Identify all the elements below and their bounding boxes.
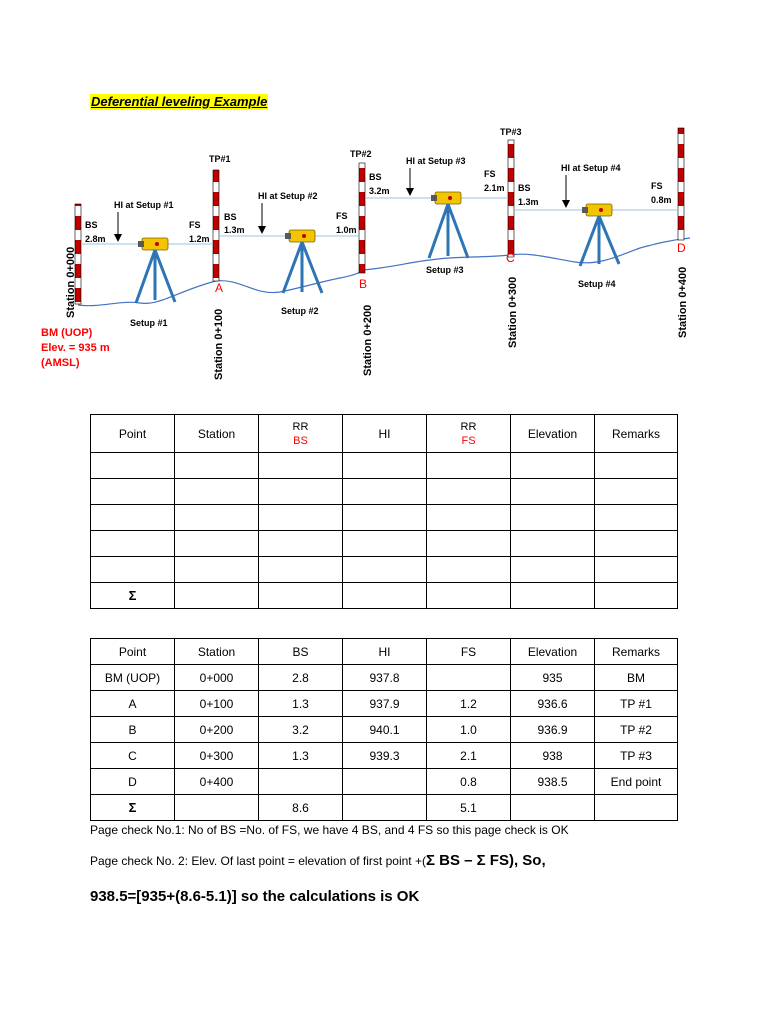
table-row <box>91 557 678 583</box>
page-check-1: Page check No.1: No of BS =No. of FS, we have 4 BS, and 4 FS so this page check is OK <box>90 823 569 837</box>
point-label-b: B <box>359 277 368 291</box>
rod-b <box>359 163 365 273</box>
blank-leveling-table <box>90 414 678 609</box>
reading-bs-1-value: 2.8m <box>85 234 106 244</box>
tp-label-3: TP#3 <box>500 127 522 137</box>
reading-bs-2-value: 1.3m <box>224 225 245 235</box>
setup-label-3: Setup #3 <box>426 265 464 275</box>
station-label-4: Station 0+400 <box>677 266 689 338</box>
table-cell: 936.9 <box>511 717 595 743</box>
table-row <box>91 479 678 505</box>
table-cell: A <box>91 691 175 717</box>
header-rr-fs <box>427 415 511 453</box>
table-cell: 3.2 <box>259 717 343 743</box>
sum-bs-cell: 8.6 <box>259 795 343 821</box>
table-cell: End point <box>595 769 678 795</box>
level-instrument-4 <box>580 204 619 266</box>
header-rr-fs-bottom: FS <box>461 434 476 447</box>
header-remarks: Remarks <box>595 415 678 453</box>
filled-leveling-table <box>90 638 678 821</box>
table-cell: 0.8 <box>427 769 511 795</box>
table-cell <box>343 795 427 821</box>
hi-label-4: HI at Setup #4 <box>561 163 621 173</box>
setup-label-1: Setup #1 <box>130 318 168 328</box>
table-cell: 1.0 <box>427 717 511 743</box>
header-rr-fs-top: RR <box>460 420 477 433</box>
reading-fs-1-tag: FS <box>189 220 201 230</box>
table-cell: 936.6 <box>511 691 595 717</box>
point-label-a: A <box>215 281 224 295</box>
table-cell: 0+000 <box>175 665 259 691</box>
table-row <box>91 743 678 769</box>
column-header: Remarks <box>595 639 678 665</box>
sigma-cell: Σ <box>91 795 175 821</box>
table-cell <box>511 795 595 821</box>
reading-bs-4-tag: BS <box>518 183 531 193</box>
table-cell: 937.9 <box>343 691 427 717</box>
table-cell: B <box>91 717 175 743</box>
table-cell: 2.8 <box>259 665 343 691</box>
header-point: Point <box>91 415 175 453</box>
page-title: Deferential leveling Example <box>91 94 268 109</box>
table-cell: TP #1 <box>595 691 678 717</box>
bm-label-line2: Elev. = 935 m <box>41 342 110 354</box>
reading-fs-1-value: 1.2m <box>189 234 210 244</box>
table-cell: 0+300 <box>175 743 259 769</box>
rod-d <box>678 128 684 240</box>
table-row <box>91 505 678 531</box>
point-label-c: C <box>506 251 515 265</box>
column-header: Station <box>175 639 259 665</box>
page-check-3: 938.5=[935+(8.6-5.1)] so the calculations is OK <box>90 888 420 905</box>
station-label-1: Station 0+100 <box>213 308 225 380</box>
table-row <box>91 769 678 795</box>
header-rr-bs-bottom: BS <box>293 434 308 447</box>
reading-bs-1-tag: BS <box>85 220 98 230</box>
table-cell: 938 <box>511 743 595 769</box>
reading-fs-4-tag: FS <box>651 181 663 191</box>
table-cell: 1.2 <box>427 691 511 717</box>
station-label-0: Station 0+000 <box>65 246 77 318</box>
column-header: FS <box>427 639 511 665</box>
header-rr-bs-top: RR <box>292 420 309 433</box>
reading-bs-4-value: 1.3m <box>518 197 539 207</box>
leveling-diagram <box>0 0 768 400</box>
reading-fs-3-value: 2.1m <box>484 183 505 193</box>
rod-c <box>508 140 514 257</box>
sigma-cell: Σ <box>91 583 175 609</box>
sigma-row <box>91 795 678 821</box>
table-cell: C <box>91 743 175 769</box>
page-check-2-text: Page check No. 2: Elev. Of last point = elevation of first point +( <box>90 854 426 868</box>
reading-fs-2-tag: FS <box>336 211 348 221</box>
hi-label-2: HI at Setup #2 <box>258 191 318 201</box>
reading-fs-3-tag: FS <box>484 169 496 179</box>
table-row <box>91 531 678 557</box>
table-cell: 939.3 <box>343 743 427 769</box>
hi-label-3: HI at Setup #3 <box>406 156 466 166</box>
reading-fs-2-value: 1.0m <box>336 225 357 235</box>
column-header: HI <box>343 639 427 665</box>
station-label-2: Station 0+200 <box>362 304 374 376</box>
table-cell: 0+100 <box>175 691 259 717</box>
table-cell: 0+200 <box>175 717 259 743</box>
table-cell: TP #2 <box>595 717 678 743</box>
table-cell: 938.5 <box>511 769 595 795</box>
tp-label-2: TP#2 <box>350 149 372 159</box>
table-cell <box>595 795 678 821</box>
page-check-2-formula: Σ BS – Σ FS), So, <box>425 852 546 869</box>
page-check-2 <box>90 852 546 869</box>
level-instrument-3 <box>429 192 468 258</box>
header-hi: HI <box>343 415 427 453</box>
table-cell: BM <box>595 665 678 691</box>
table-cell: 935 <box>511 665 595 691</box>
table-cell: 2.1 <box>427 743 511 769</box>
station-label-3: Station 0+300 <box>507 276 519 348</box>
point-label-d: D <box>677 241 686 255</box>
table-cell: 940.1 <box>343 717 427 743</box>
table-cell <box>259 769 343 795</box>
table-cell: 0+400 <box>175 769 259 795</box>
table-cell <box>343 769 427 795</box>
reading-bs-2-tag: BS <box>224 212 237 222</box>
header-station: Station <box>175 415 259 453</box>
tp-label-1: TP#1 <box>209 154 231 164</box>
table-cell <box>175 795 259 821</box>
header-rr-bs <box>259 415 343 453</box>
column-header: Elevation <box>511 639 595 665</box>
table-row <box>91 717 678 743</box>
column-header: BS <box>259 639 343 665</box>
table-cell: BM (UOP) <box>91 665 175 691</box>
reading-fs-4-value: 0.8m <box>651 195 672 205</box>
table-cell: 1.3 <box>259 743 343 769</box>
sum-fs-cell: 5.1 <box>427 795 511 821</box>
setup-label-2: Setup #2 <box>281 306 319 316</box>
sigma-row <box>91 583 678 609</box>
bm-label-line1: BM (UOP) <box>41 327 93 339</box>
reading-bs-3-tag: BS <box>369 172 382 182</box>
hi-label-1: HI at Setup #1 <box>114 200 174 210</box>
table-cell: 1.3 <box>259 691 343 717</box>
table-row <box>91 691 678 717</box>
rod-a <box>213 170 219 281</box>
table-header-row <box>91 639 678 665</box>
reading-bs-3-value: 3.2m <box>369 186 390 196</box>
column-header: Point <box>91 639 175 665</box>
level-instrument-1 <box>136 238 175 303</box>
table-row <box>91 665 678 691</box>
table-cell <box>427 665 511 691</box>
table-row <box>91 453 678 479</box>
table-cell: 937.8 <box>343 665 427 691</box>
header-elevation: Elevation <box>511 415 595 453</box>
table-cell: D <box>91 769 175 795</box>
setup-label-4: Setup #4 <box>578 279 616 289</box>
table-cell: TP #3 <box>595 743 678 769</box>
bm-label-line3: (AMSL) <box>41 357 80 369</box>
